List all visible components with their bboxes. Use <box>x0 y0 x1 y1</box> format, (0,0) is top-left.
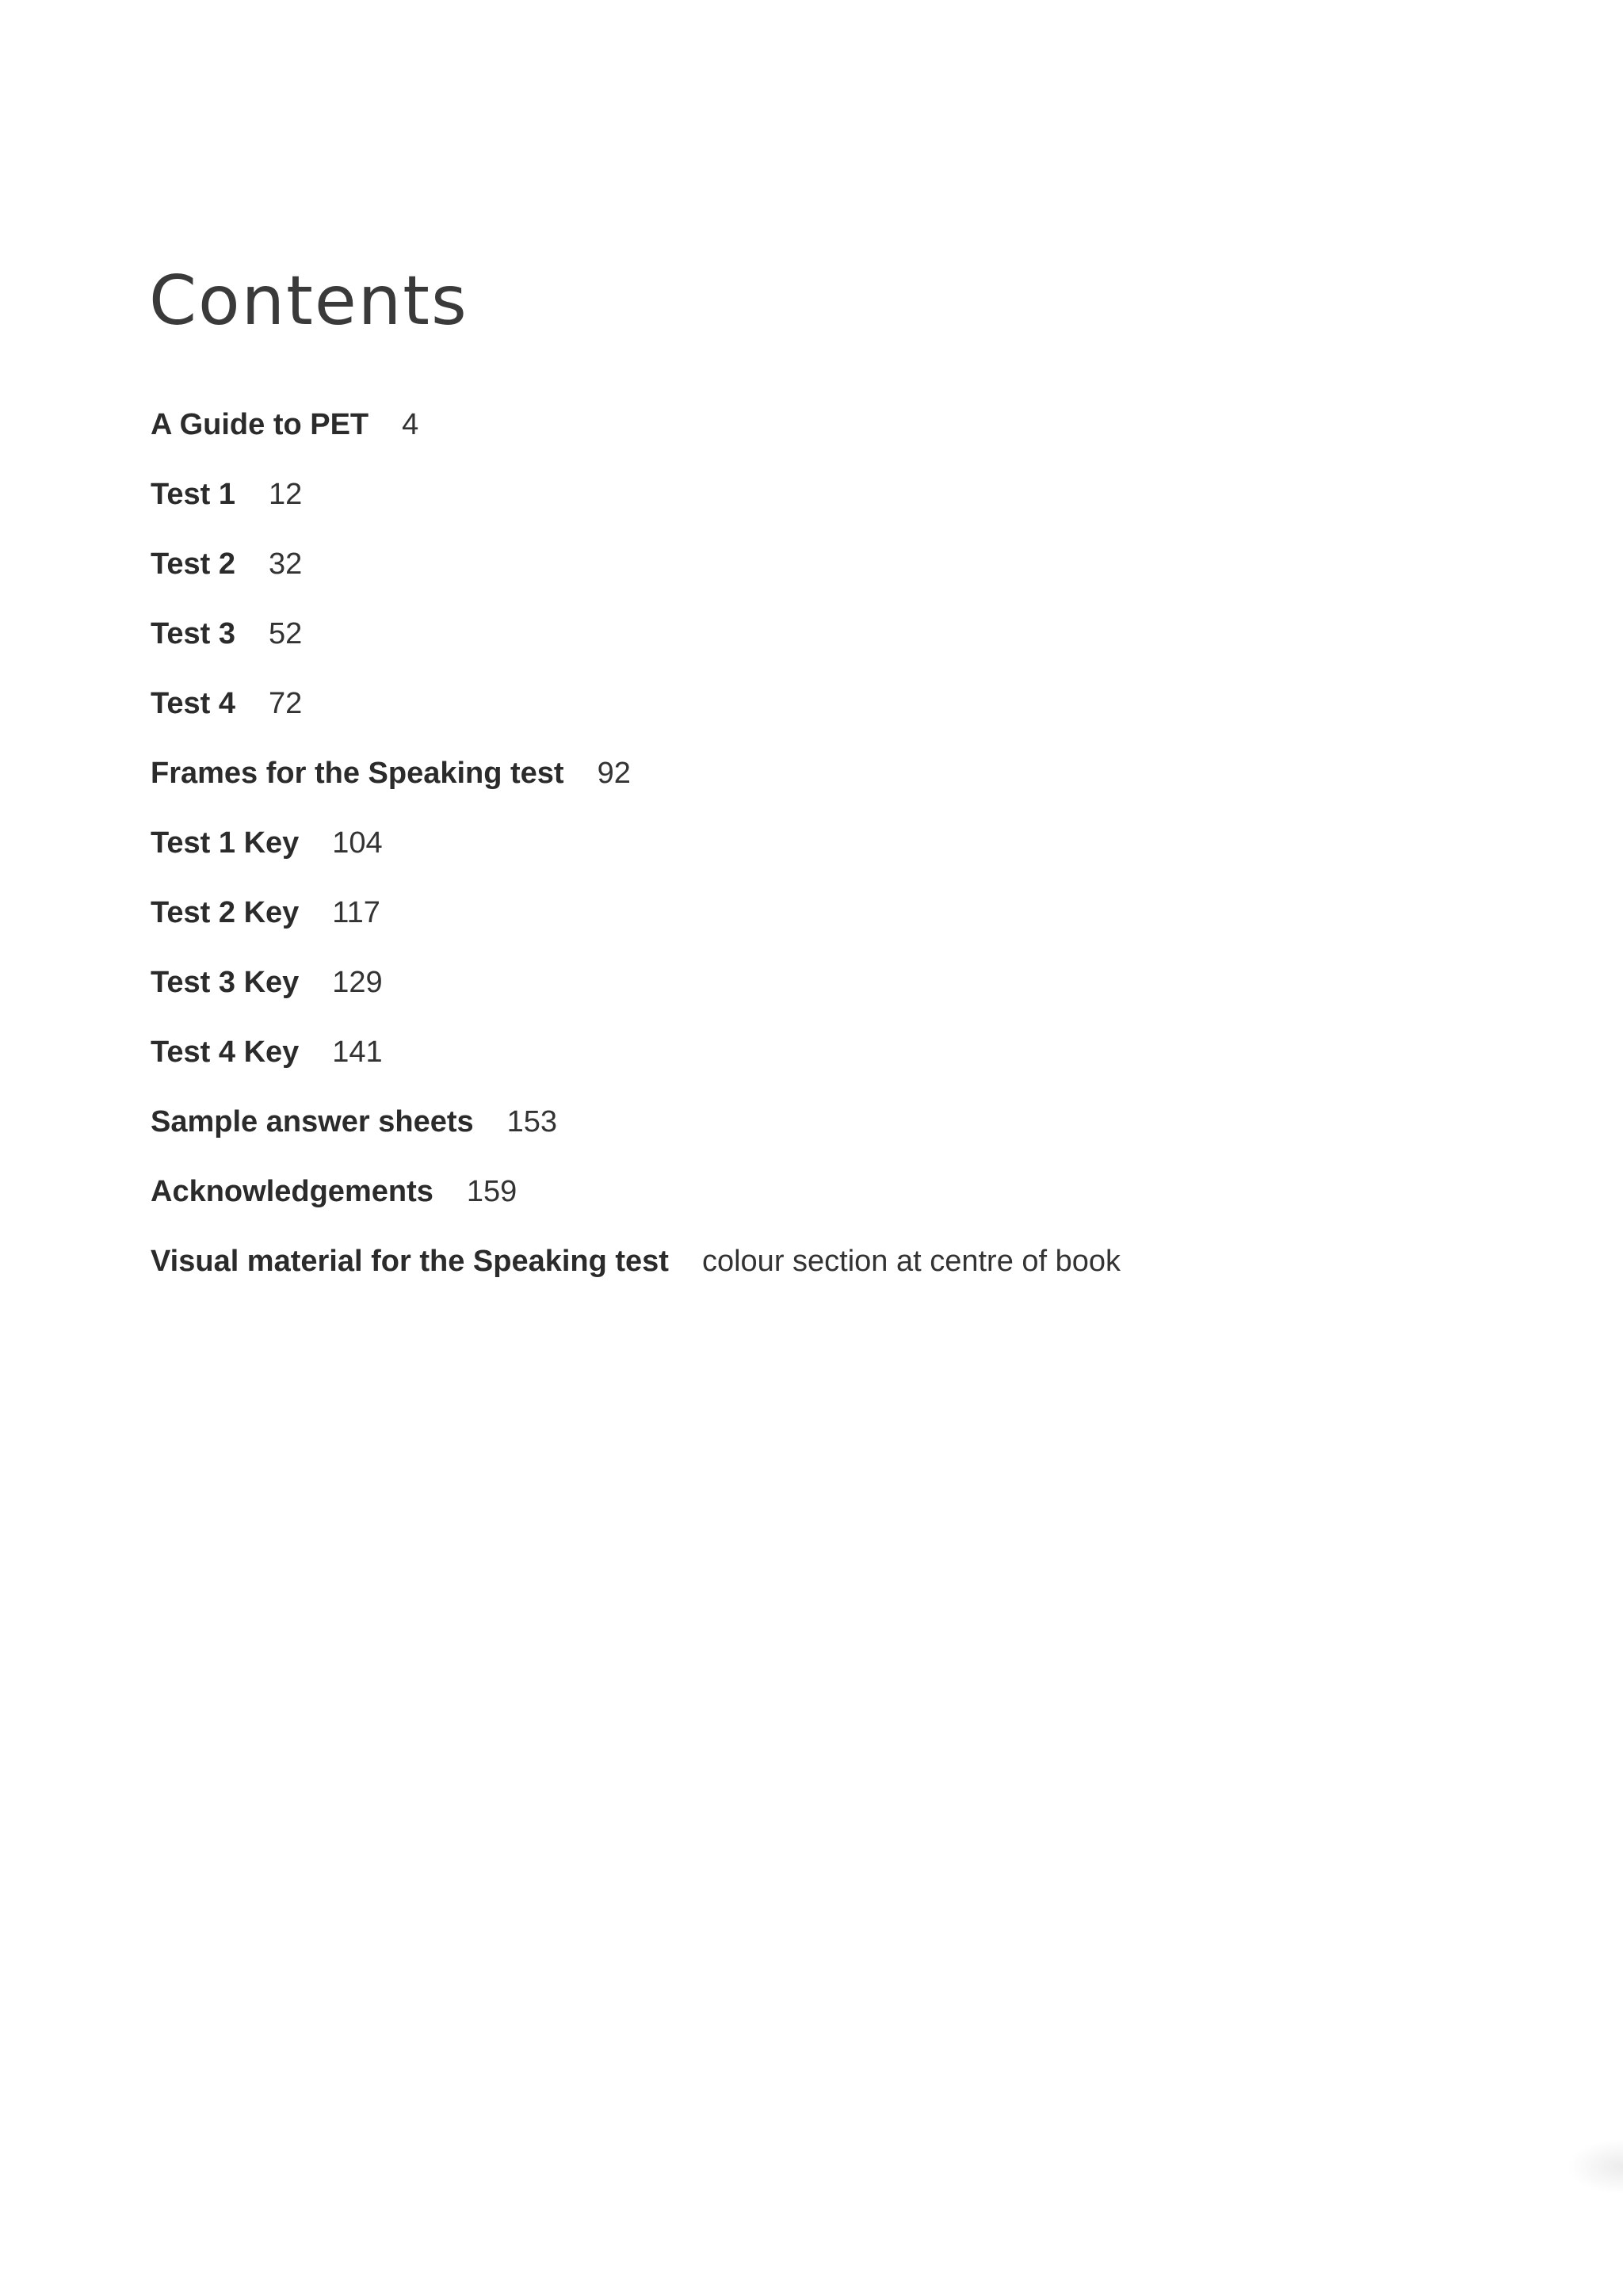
toc-entry-page: 159 <box>466 1175 517 1208</box>
toc-entry-label: Test 2 Key <box>151 896 300 929</box>
toc-entry-page: 52 <box>269 617 303 650</box>
toc-entry <box>151 402 1121 472</box>
toc-entry <box>151 1030 1121 1100</box>
toc-entry-label: Sample answer sheets <box>151 1105 474 1138</box>
toc-entry <box>151 751 1121 821</box>
toc-entry <box>151 891 1121 960</box>
toc-entry <box>151 472 1121 542</box>
toc-entry-page: 141 <box>332 1035 383 1069</box>
scan-edge-smudge <box>1568 2139 1623 2195</box>
toc-entry-page: 32 <box>269 547 303 581</box>
toc-entry-page: 104 <box>332 826 383 860</box>
toc-entry-page: 129 <box>332 966 383 999</box>
toc-entry <box>151 612 1121 681</box>
toc-entry-label: A Guide to PET <box>151 408 369 441</box>
toc-entry-label: Visual material for the Speaking test <box>151 1245 669 1278</box>
toc-entry-label: Test 3 <box>151 617 236 650</box>
page-title: Contents <box>149 261 468 341</box>
toc-entry-label: Test 2 <box>151 547 236 581</box>
table-of-contents <box>151 402 1121 1309</box>
toc-entry-page: 92 <box>597 757 631 790</box>
toc-entry-label: Acknowledgements <box>151 1175 433 1208</box>
toc-entry-page: 4 <box>402 408 419 441</box>
toc-entry <box>151 960 1121 1030</box>
toc-entry <box>151 1239 1121 1309</box>
toc-entry-page: 117 <box>332 896 380 929</box>
toc-entry-page: colour section at centre of book <box>701 1245 1121 1278</box>
toc-entry <box>151 1169 1121 1239</box>
toc-entry-label: Frames for the Speaking test <box>151 757 564 790</box>
toc-entry <box>151 681 1121 751</box>
toc-entry-label: Test 4 Key <box>151 1035 300 1069</box>
toc-entry-page: 153 <box>506 1105 558 1138</box>
toc-entry <box>151 1100 1121 1169</box>
toc-entry-label: Test 3 Key <box>151 966 300 999</box>
toc-entry-label: Test 1 <box>151 478 236 511</box>
toc-entry-label: Test 1 Key <box>151 826 300 860</box>
toc-entry-page: 72 <box>269 687 303 720</box>
toc-entry-page: 12 <box>269 478 303 511</box>
toc-entry <box>151 542 1121 612</box>
toc-entry-label: Test 4 <box>151 687 236 720</box>
toc-entry <box>151 821 1121 891</box>
